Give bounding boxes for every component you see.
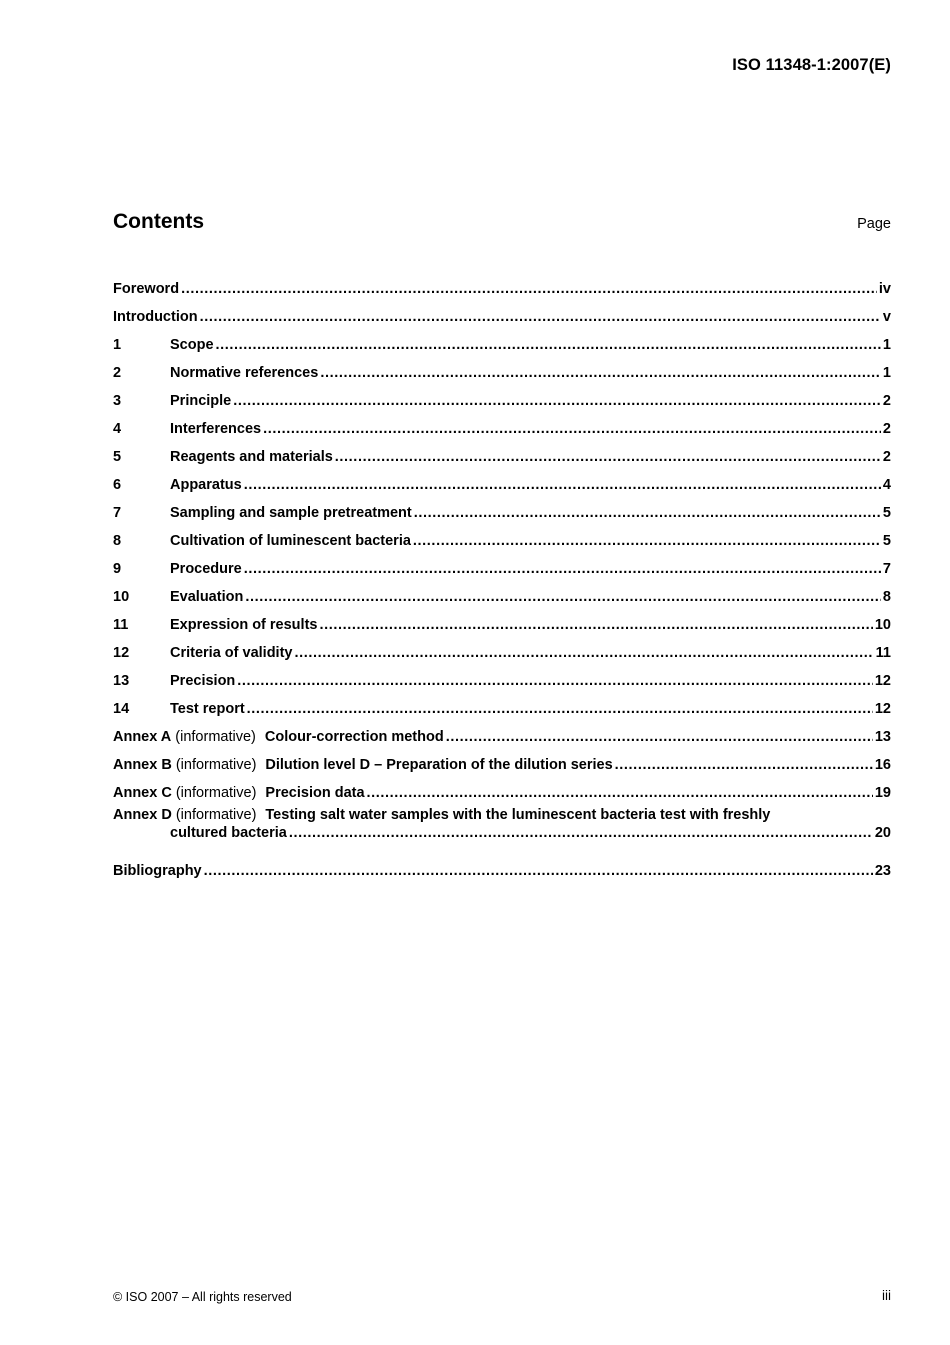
table-of-contents <box>113 269 891 879</box>
toc-entry-page: 1 <box>882 365 891 381</box>
toc-entry-clause-11[interactable] <box>113 605 891 633</box>
toc-entry-number: 7 <box>113 505 122 521</box>
toc-entry-number: 12 <box>113 645 130 661</box>
annex-label: Annex A <box>113 729 172 745</box>
toc-entry-clause-10[interactable] <box>113 577 891 605</box>
dot-leader <box>367 785 873 801</box>
toc-entry-number: 2 <box>113 365 122 381</box>
toc-entry-annex-d[interactable] <box>113 805 891 851</box>
toc-entry-clause-3[interactable] <box>113 381 891 409</box>
toc-entry-number: 13 <box>113 673 130 689</box>
dot-leader <box>413 533 881 549</box>
toc-entry-page: 20 <box>874 825 891 841</box>
toc-entry-clause-1[interactable] <box>113 325 891 353</box>
annex-kind: (informative) <box>175 807 257 823</box>
toc-entry-page: 7 <box>882 561 891 577</box>
toc-entry-number: 8 <box>113 533 122 549</box>
toc-entry-title: Apparatus <box>170 477 242 493</box>
toc-entry-title: Reagents and materials <box>170 449 333 465</box>
toc-entry-clause-12[interactable] <box>113 633 891 661</box>
toc-entry-title: Bibliography <box>113 863 202 879</box>
annex-label: Annex D <box>113 807 172 823</box>
toc-entry-clause-14[interactable] <box>113 689 891 717</box>
dot-leader <box>247 701 873 717</box>
toc-entry-number: 1 <box>113 337 122 353</box>
toc-entry-title: Testing salt water samples with the luminescent bacteria test with freshly <box>265 807 771 823</box>
toc-entry-title: Scope <box>170 337 214 353</box>
toc-entry-title: Sampling and sample pretreatment <box>170 505 412 521</box>
toc-entry-page: 4 <box>882 477 891 493</box>
toc-entry-page: 12 <box>874 701 891 717</box>
toc-entry-page: 13 <box>874 729 891 745</box>
toc-entry-foreword[interactable] <box>113 269 891 297</box>
annex-kind: (informative) <box>175 729 256 745</box>
annex-label: Annex C <box>113 785 172 801</box>
toc-entry-title: Criteria of validity <box>170 645 293 661</box>
toc-entry-clause-5[interactable] <box>113 437 891 465</box>
toc-entry-title: Cultivation of luminescent bacteria <box>170 533 411 549</box>
toc-entry-page: 16 <box>874 757 891 773</box>
toc-entry-number: 10 <box>113 589 130 605</box>
dot-leader <box>200 309 881 325</box>
toc-entry-page: 11 <box>875 645 891 661</box>
toc-entry-page: v <box>882 309 891 325</box>
toc-entry-page: 2 <box>882 449 891 465</box>
toc-entry-page: 8 <box>882 589 891 605</box>
annex-kind: (informative) <box>175 757 257 773</box>
toc-entry-bibliography[interactable] <box>113 851 891 879</box>
toc-entry-page: 12 <box>874 673 891 689</box>
toc-entry-title: Expression of results <box>170 617 318 633</box>
toc-entry-number: 3 <box>113 393 122 409</box>
toc-entry-number: 4 <box>113 421 122 437</box>
toc-entry-annex-b[interactable] <box>113 745 891 773</box>
toc-entry-number: 6 <box>113 477 122 493</box>
toc-entry-clause-13[interactable] <box>113 661 891 689</box>
toc-entry-annex-c[interactable] <box>113 773 891 801</box>
toc-entry-clause-4[interactable] <box>113 409 891 437</box>
toc-entry-number: 14 <box>113 701 130 717</box>
dot-leader <box>263 421 881 437</box>
copyright-notice: © ISO 2007 – All rights reserved <box>113 1290 292 1304</box>
dot-leader <box>233 393 881 409</box>
toc-entry-title-continued: cultured bacteria <box>170 825 287 841</box>
toc-entry-title: Precision data <box>265 785 365 801</box>
toc-entry-annex-a[interactable] <box>113 717 891 745</box>
toc-entry-page: 2 <box>882 393 891 409</box>
toc-entry-page: 2 <box>882 421 891 437</box>
dot-leader <box>446 729 873 745</box>
dot-leader <box>294 645 873 661</box>
toc-entry-page: 10 <box>874 617 891 633</box>
toc-entry-clause-7[interactable] <box>113 493 891 521</box>
dot-leader <box>244 561 881 577</box>
dot-leader <box>204 863 873 879</box>
toc-entry-title: Principle <box>170 393 232 409</box>
toc-entry-number: 5 <box>113 449 122 465</box>
toc-entry-title: Foreword <box>113 281 180 297</box>
dot-leader <box>216 337 881 353</box>
document-id: ISO 11348-1:2007(E) <box>732 56 891 74</box>
dot-leader <box>245 589 881 605</box>
annex-d-first-line <box>113 805 891 823</box>
toc-entry-clause-6[interactable] <box>113 465 891 493</box>
dot-leader <box>335 449 881 465</box>
dot-leader <box>320 365 881 381</box>
toc-entry-page: iv <box>878 281 891 297</box>
toc-entry-title: Normative references <box>170 365 319 381</box>
dot-leader <box>615 757 873 773</box>
toc-entry-page: 23 <box>874 863 891 879</box>
toc-entry-title: Precision <box>170 673 236 689</box>
dot-leader <box>181 281 877 297</box>
toc-entry-page: 5 <box>882 505 891 521</box>
toc-entry-clause-8[interactable] <box>113 521 891 549</box>
dot-leader <box>414 505 881 521</box>
toc-entry-title: Dilution level D – Preparation of the dilution series <box>265 757 613 773</box>
toc-entry-page: 1 <box>882 337 891 353</box>
dot-leader <box>289 825 873 841</box>
toc-entry-title: Procedure <box>170 561 242 577</box>
toc-entry-clause-9[interactable] <box>113 549 891 577</box>
dot-leader <box>244 477 881 493</box>
dot-leader <box>237 673 873 689</box>
toc-entry-title: Test report <box>170 701 245 717</box>
toc-entry-introduction[interactable] <box>113 297 891 325</box>
toc-entry-title: Evaluation <box>170 589 244 605</box>
toc-entry-title: Colour-correction method <box>264 729 444 745</box>
page-column-label: Page <box>857 216 891 232</box>
annex-d-second-line <box>113 823 891 841</box>
toc-entry-clause-2[interactable] <box>113 353 891 381</box>
toc-entry-title: Interferences <box>170 421 262 437</box>
toc-entry-number: 9 <box>113 561 122 577</box>
toc-entry-number: 11 <box>113 617 129 633</box>
toc-entry-page: 19 <box>874 785 891 801</box>
page-title: Contents <box>113 210 204 233</box>
toc-entry-page: 5 <box>882 533 891 549</box>
toc-entry-title: Introduction <box>113 309 198 325</box>
dot-leader <box>319 617 872 633</box>
annex-label: Annex B <box>113 757 172 773</box>
annex-kind: (informative) <box>175 785 257 801</box>
page-number: iii <box>882 1288 891 1303</box>
